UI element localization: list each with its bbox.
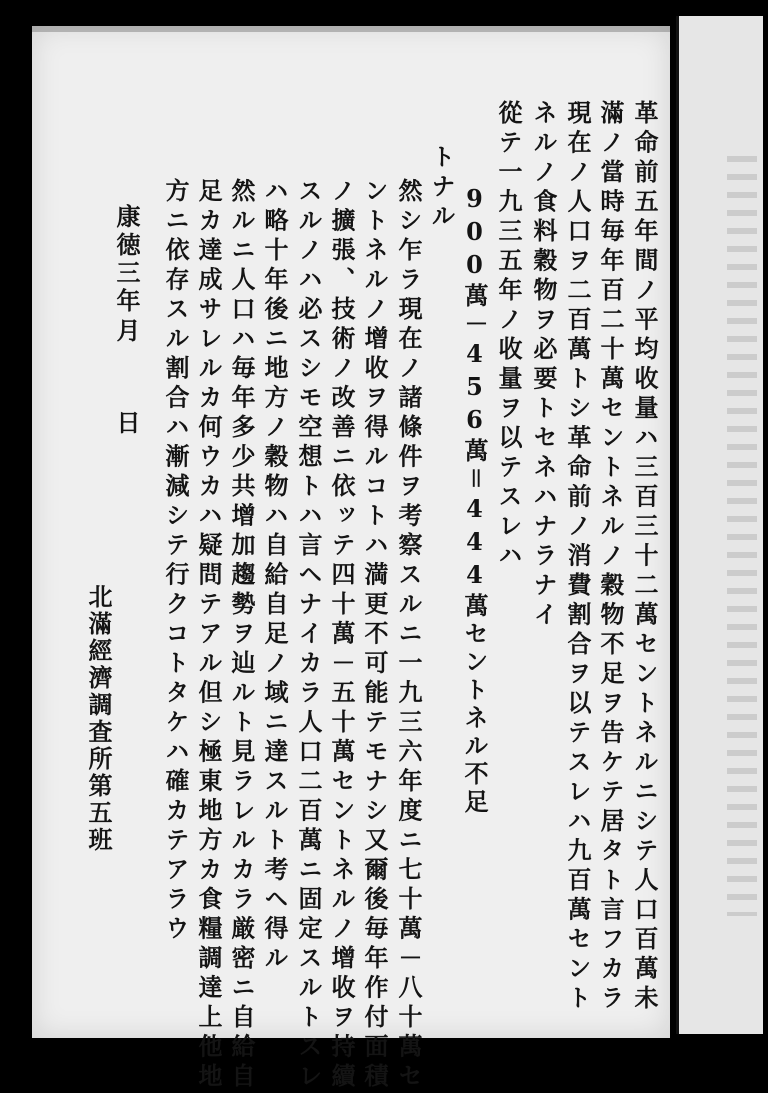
date-day: 日	[112, 410, 141, 438]
text-line-3: 現在ノ人口ヲ二百萬トシ革命前ノ消費割合ヲ以テスレハ九百萬セント	[563, 100, 592, 1015]
text-line-2: 滿ノ當時毎年百二十萬セントネルノ穀物不足ヲ告ケテ居タト言フカラ	[596, 100, 625, 1015]
scan-frame	[8, 8, 760, 1093]
adjacent-page-edge	[676, 16, 763, 1034]
text-line-10: ノ擴張、技術ノ改善ニ依ッテ四十萬－五十萬セントネルノ增收ヲ持續	[327, 178, 356, 1093]
text-line-9: ントネルノ增收ヲ得ルコトハ満更不可能テモナシ又爾後毎年作付面積	[360, 178, 389, 1093]
bleed-through-text	[727, 156, 757, 916]
text-line-5: 從テ一九三五年ノ收量ヲ以テスレハ	[494, 100, 523, 572]
date-month: 月	[112, 318, 141, 346]
text-line-7: トナル	[427, 144, 456, 233]
text-line-8: 然シ乍ラ現在ノ諸條件ヲ考察スルニ一九三六年度ニ七十萬－八十萬セ	[394, 178, 423, 1093]
text-line-6: 900萬－456萬＝444萬セントネル不足	[460, 184, 489, 817]
text-line-14: 足カ達成サレルカ何ウカハ疑問テアル但シ極東地方カ食糧調達上他地	[194, 178, 223, 1093]
text-line-1: 革命前五年間ノ平均收量ハ三百三十二萬セントネルニシテ人口百萬未	[630, 100, 659, 1015]
signature-organization: 北滿經濟調査所第五班	[84, 584, 113, 854]
text-line-4: ネルノ食料穀物ヲ必要トセネハナラナイ	[529, 100, 558, 631]
text-line-13: 然ルニ人口ハ毎年多少共增加趨勢ヲ辿ルト見ラレルカラ厳密ニ自給自	[227, 178, 256, 1093]
document-page	[32, 26, 670, 1093]
text-line-12: ハ略十年後ニ地方ノ穀物ハ自給自足ノ域ニ達スルト考ヘ得ル	[260, 178, 289, 975]
text-line-15: 方ニ依存スル割合ハ漸減シテ行クコトタケハ確カテアラウ	[161, 178, 190, 945]
text-line-11: スルノハ必スシモ空想トハ言ヘナイカラ人口二百萬ニ固定スルトスレ	[294, 178, 323, 1093]
date-era: 康徳三年	[112, 204, 141, 316]
